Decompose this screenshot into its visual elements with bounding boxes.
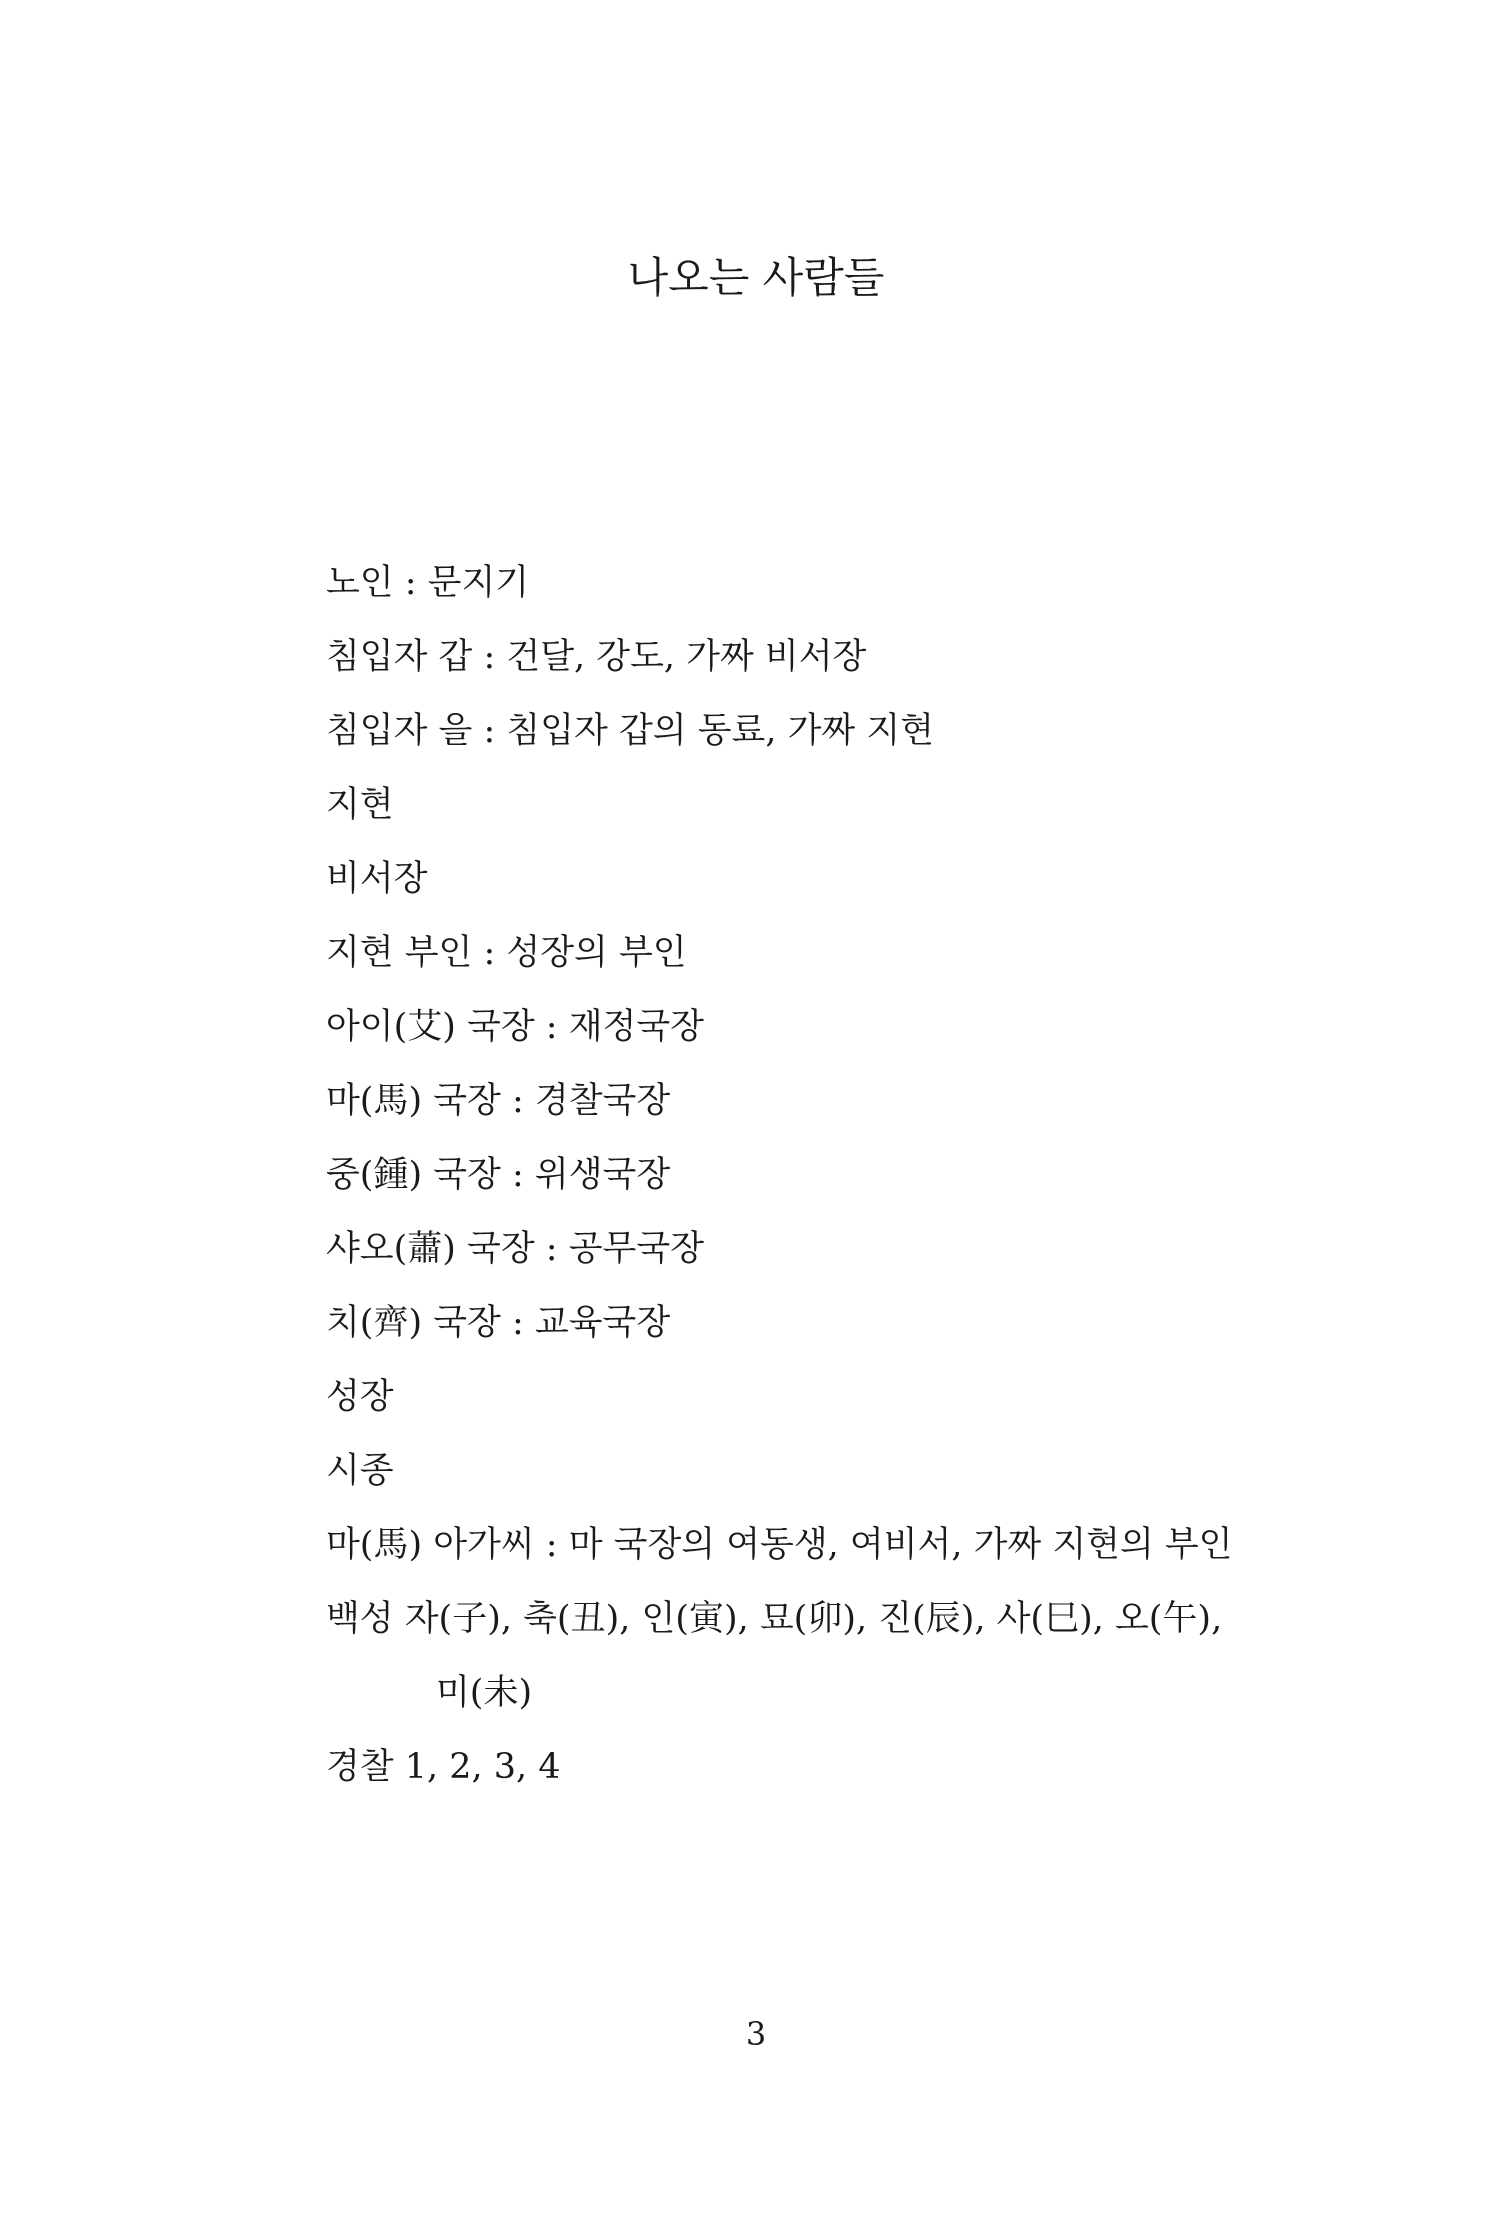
cast-item-elder: 노인 : 문지기 bbox=[326, 563, 530, 603]
cast-item-citizens-continued: 미(未) bbox=[436, 1673, 533, 1713]
cast-item-intruder-b: 침입자 을 : 침입자 갑의 동료, 가짜 지현 bbox=[326, 711, 934, 751]
cast-item-intruder-a: 침입자 갑 : 건달, 강도, 가짜 비서장 bbox=[326, 637, 867, 677]
cast-item-director-qi: 치(齊) 국장 : 교육국장 bbox=[326, 1303, 671, 1343]
cast-list bbox=[326, 546, 1326, 1804]
cast-item-director-zhong: 중(鍾) 국장 : 위생국장 bbox=[326, 1155, 671, 1195]
cast-item-director-ai: 아이(艾) 국장 : 재정국장 bbox=[326, 1007, 704, 1047]
cast-item-miss-ma: 마(馬) 아가씨 : 마 국장의 여동생, 여비서, 가짜 지현의 부인 bbox=[326, 1525, 1233, 1565]
cast-item-governor: 성장 bbox=[326, 1377, 394, 1417]
cast-item-magistrate-wife: 지현 부인 : 성장의 부인 bbox=[326, 933, 687, 973]
cast-item-attendant: 시종 bbox=[326, 1451, 394, 1491]
cast-item-director-xiao: 샤오(蕭) 국장 : 공무국장 bbox=[326, 1229, 704, 1269]
cast-item-county-magistrate: 지현 bbox=[326, 785, 394, 825]
cast-item-director-ma: 마(馬) 국장 : 경찰국장 bbox=[326, 1081, 671, 1121]
page-title: 나오는 사람들 bbox=[627, 253, 885, 302]
cast-item-chief-secretary: 비서장 bbox=[326, 859, 428, 899]
cast-item-police: 경찰 1, 2, 3, 4 bbox=[326, 1747, 561, 1787]
page-number: 3 bbox=[745, 2015, 767, 2053]
cast-item-citizens: 백성 자(子), 축(丑), 인(寅), 묘(卯), 진(辰), 사(巳), 오(午), bbox=[326, 1599, 1223, 1639]
